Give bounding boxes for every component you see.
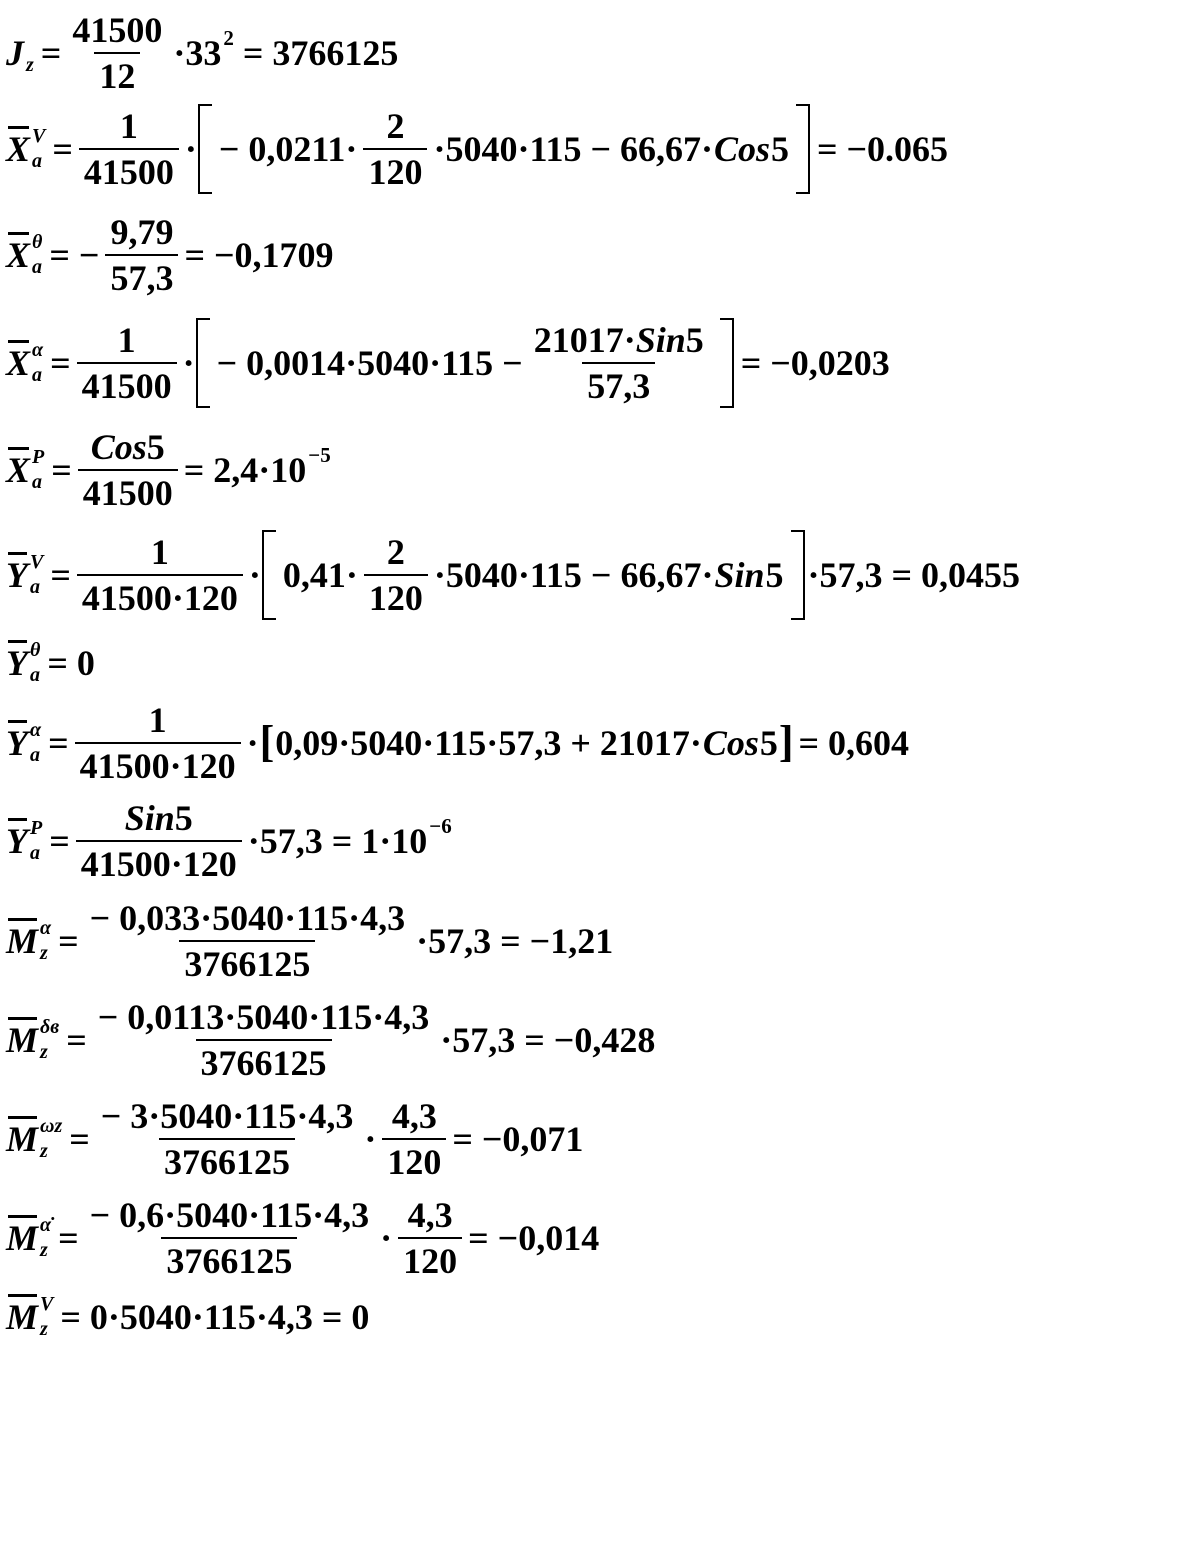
equation-ya-theta: Y θ a = 0 (6, 639, 95, 686)
equation-mz-v: M V z = 0·5040·115·4,3 = 0 (6, 1293, 370, 1340)
equation-ya-p: Y P a = $\frac{\text{Sin5}}{41500\cdot 120}$ ·57,3 = 1·10 −6 (6, 798, 452, 884)
symbol-xa-v: X V a (6, 125, 46, 172)
equation-xa-v: X V a = $\frac{1}{41500}$ · − 0,0211· $\frac{2}{120}$ ·5040·115 − 66,67· Cos 5 = −0.065 (6, 106, 949, 192)
equation-mz-delta: M δв z = $\frac{- 0,0113\cdot 5040\cdot 115\cdot 4,3}{3766125}$ ·57,3 = −0,428 (6, 997, 656, 1083)
equation-xa-p: X P a = $\frac{\text{Cos5}}{41500}$ = 2,4·10 −5 (6, 427, 331, 513)
equation-mz-alpha: M α z = $\frac{- 0,033\cdot 5040\cdot 115\cdot 4,3}{3766125}$ ·57,3 = −1,21 (6, 898, 614, 984)
equation-mz-alpha-dot: M α̇ z = $\frac{- 0,6\cdot 5040\cdot 115\cdot 4,3}{3766125}$ · $\frac{4,3}{120}$ = −0,014 (6, 1195, 600, 1281)
equation-jz: J z = $\frac{41500}{12}$ ·33 2 = 3766125 (6, 10, 399, 96)
symbol-jz: J z (6, 33, 34, 76)
equation-mz-omega: M ωz z = $\frac{- 3\cdot 5040\cdot 115\cdot 4,3}{3766125}$ · $\frac{4,3}{120}$ = −0,071 (6, 1096, 584, 1182)
equation-xa-alpha: X α a = $\frac{1}{41500}$ · − 0,0014·5040·115 − $\frac{\text{21017·Sin5}}{57,3}$ = −0,0203 (6, 320, 890, 406)
equation-xa-theta: X θ a = − $\frac{9,79}{57,3}$ = −0,1709 (6, 212, 334, 298)
equation-ya-v: Y V a = $\frac{1}{41500\cdot 120}$ · 0,41· $\frac{2}{120}$ ·5040·115 − 66,67· Sin 5 ·57,3 = 0,0455 (6, 532, 1021, 618)
equation-ya-alpha: Y α a = $\frac{1}{41500\cdot 120}$ · [ 0,09·5040·115·57,3 + 21017· Cos 5 ] = 0,604 (6, 700, 910, 786)
bracket-group: − 0,0211· $\frac{2}{120}$ ·5040·115 − 66,67· Cos 5 (198, 104, 810, 194)
fraction: $\frac{41500}{12}$ (72, 10, 163, 96)
